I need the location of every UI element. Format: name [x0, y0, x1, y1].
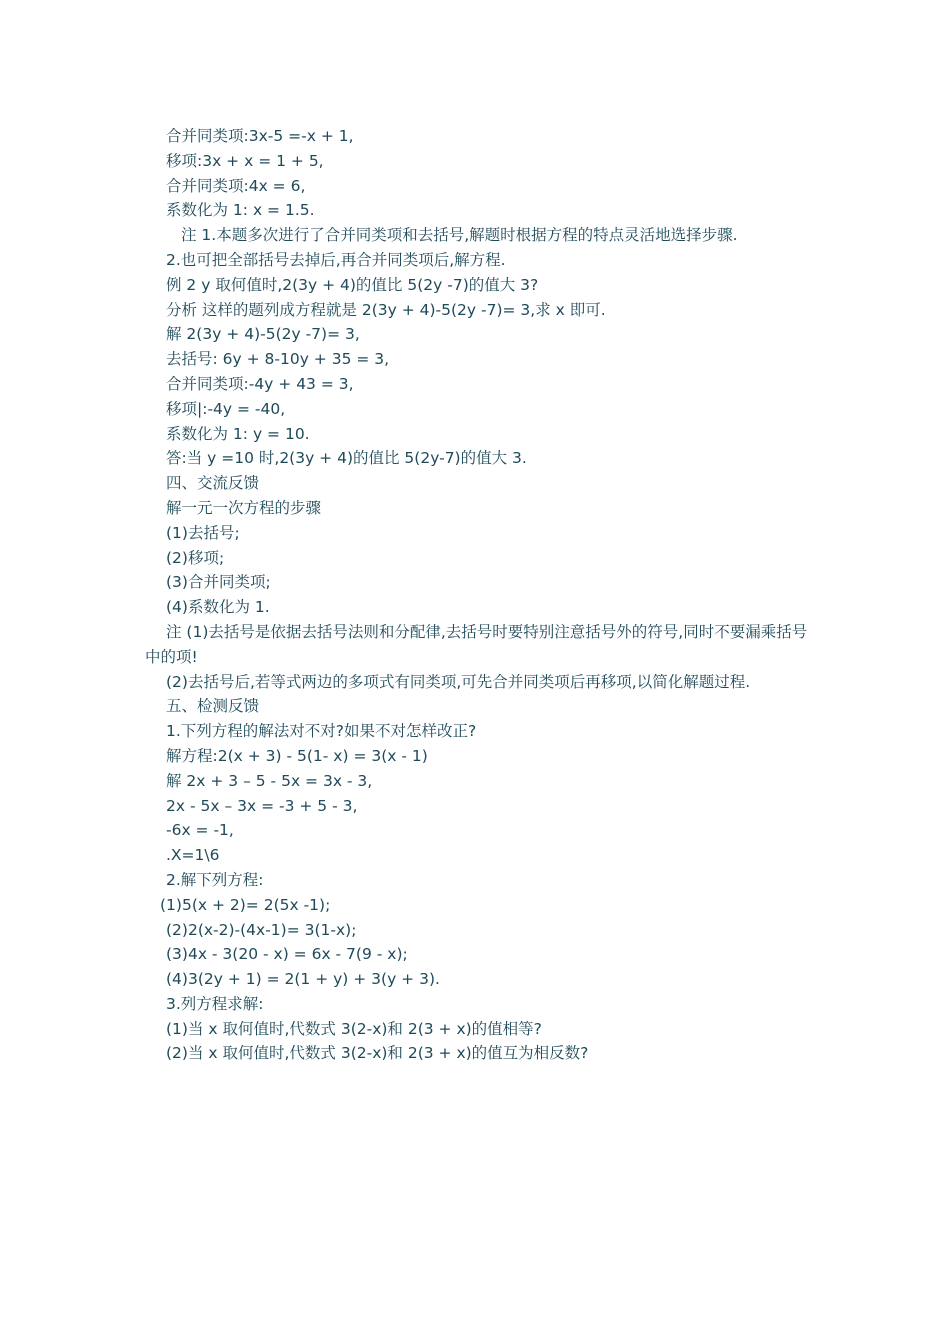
text-line: 合并同类项:4x = 6, [166, 176, 306, 195]
text-line: 合并同类项:-4y + 43 = 3, [166, 374, 354, 393]
question-line: 2.解下列方程: [166, 870, 264, 889]
section-heading: 四、交流反馈 [166, 474, 260, 493]
question-line: 3.列方程求解: [166, 994, 264, 1013]
analysis-line: 分析 这样的题列成方程就是 2(3y + 4)-5(2y -7)= 3,求 x 即可. [166, 300, 606, 319]
exercise-item: (1)当 x 取何值时,代数式 3(2-x)和 2(3 + x)的值相等? [166, 1019, 542, 1038]
text-line: 解 2x + 3 – 5 - 5x = 3x - 3, [166, 771, 373, 790]
text-line: 系数化为 1: x = 1.5. [166, 201, 315, 220]
step-item: (4)系数化为 1. [166, 598, 270, 617]
exercise-item: (1)5(x + 2)= 2(5x -1); [160, 895, 331, 914]
text-line: 移项:3x + x = 1 + 5, [166, 151, 324, 170]
section-heading: 五、检测反馈 [166, 697, 260, 716]
document-body [145, 124, 810, 1066]
text-line: 解方程:2(x + 3) - 5(1- x) = 3(x - 1) [166, 746, 428, 765]
step-item: (3)合并同类项; [166, 573, 271, 592]
note-line: 注 1.本题多次进行了合并同类项和去括号,解题时根据方程的特点灵活地选择步骤. [181, 226, 738, 245]
step-item: (2)移项; [166, 548, 225, 567]
answer-line: 答:当 y =10 时,2(3y + 4)的值比 5(2y-7)的值大 3. [166, 449, 527, 468]
text-line: 2x - 5x – 3x = -3 + 5 - 3, [166, 796, 358, 815]
text-line: 系数化为 1: y = 10. [166, 424, 310, 443]
text-line: .X=1\6 [166, 846, 220, 865]
note-paragraph: 注 (1)去括号是依据去括号法则和分配律,去括号时要特别注意括号外的符号,同时不要漏乘括号中的项! [145, 622, 808, 666]
text-line: 合并同类项:3x-5 =-x + 1, [166, 127, 354, 145]
exercise-item: (3)4x - 3(20 - x) = 6x - 7(9 - x); [166, 945, 408, 964]
text-line: 移项|:-4y = -40, [166, 399, 286, 418]
solution-line: 解 2(3y + 4)-5(2y -7)= 3, [166, 325, 360, 344]
text-line: 2.也可把全部括号去掉后,再合并同类项后,解方程. [166, 250, 506, 269]
text-line: 去括号: 6y + 8-10y + 35 = 3, [166, 350, 390, 369]
example-title: 例 2 y 取何值时,2(3y + 4)的值比 5(2y -7)的值大 3? [166, 275, 539, 294]
exercise-item: (2)当 x 取何值时,代数式 3(2-x)和 2(3 + x)的值互为相反数? [166, 1044, 589, 1063]
text-line: 解一元一次方程的步骤 [166, 498, 322, 517]
exercise-item: (4)3(2y + 1) = 2(1 + y) + 3(y + 3). [166, 970, 440, 989]
step-item: (1)去括号; [166, 523, 240, 542]
exercise-item: (2)2(x-2)-(4x-1)= 3(1-x); [166, 920, 357, 939]
note-line: (2)去括号后,若等式两边的多项式有同类项,可先合并同类项后再移项,以简化解题过程. [166, 672, 751, 691]
question-line: 1.下列方程的解法对不对?如果不对怎样改正? [166, 722, 477, 741]
text-line: -6x = -1, [166, 821, 234, 840]
